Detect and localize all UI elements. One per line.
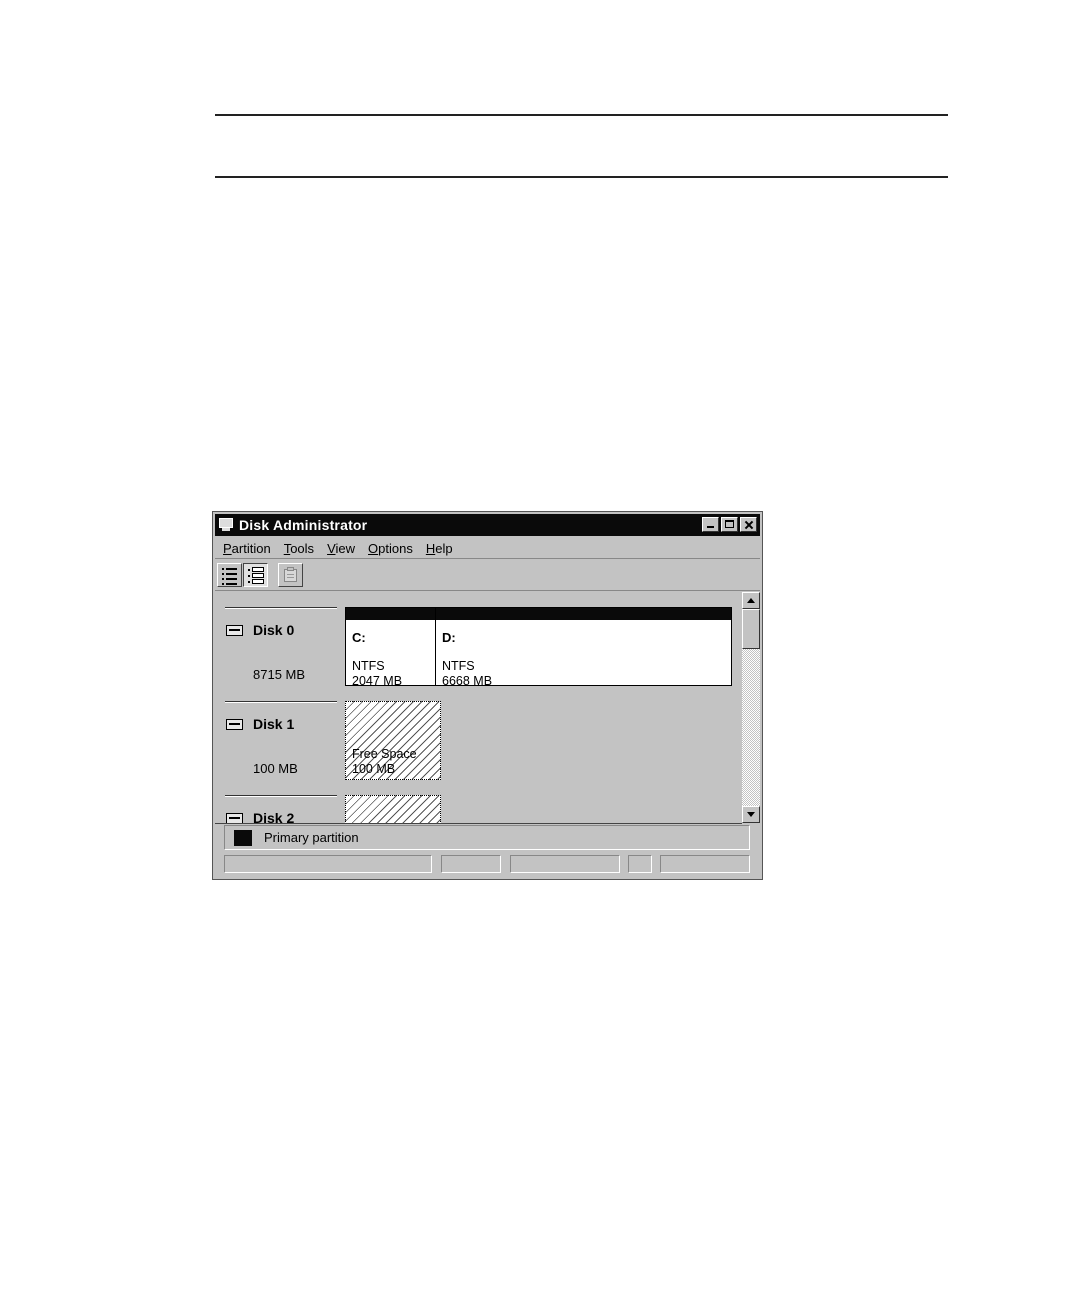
close-button[interactable] (740, 517, 757, 532)
partition-drive-letter: C: (352, 630, 366, 645)
free-space-region[interactable] (345, 701, 441, 780)
legend-swatch (234, 830, 252, 846)
disk-separator (225, 607, 337, 609)
disk-name[interactable]: Disk 0 (253, 622, 295, 638)
menu-partition[interactable]: Partition (223, 540, 271, 556)
scroll-down-button[interactable] (742, 806, 760, 823)
minimize-button[interactable] (702, 517, 719, 532)
disk-map-area[interactable] (215, 592, 742, 824)
partition-d[interactable] (435, 607, 732, 686)
legend-label: Primary partition (264, 830, 359, 845)
vertical-scrollbar[interactable] (742, 592, 760, 823)
menu-options[interactable]: Options (368, 540, 413, 556)
status-pane (224, 855, 432, 873)
header-rule-bottom (215, 176, 948, 178)
status-pane (441, 855, 501, 873)
partition-c[interactable] (345, 607, 436, 686)
maximize-button[interactable] (721, 517, 738, 532)
scroll-thumb[interactable] (742, 609, 760, 649)
disk-size: 100 MB (253, 761, 298, 776)
primary-partition-bar (346, 608, 435, 620)
menu-tools[interactable]: Tools (283, 540, 315, 556)
disk-administrator-window (212, 511, 763, 880)
title-bar[interactable] (215, 514, 760, 536)
monitor-icon[interactable] (218, 518, 234, 532)
menu-help[interactable]: Help (425, 540, 453, 556)
disk-size: 8715 MB (253, 667, 306, 682)
partition-filesystem: NTFS (352, 659, 385, 673)
scroll-up-button[interactable] (742, 592, 760, 609)
partition-group (345, 607, 732, 686)
menu-bar (215, 538, 760, 559)
volumes-view-button[interactable] (217, 563, 242, 587)
disk-separator (225, 701, 337, 703)
toolbar (215, 560, 760, 591)
status-pane (628, 855, 652, 873)
disk-configuration-view-button[interactable] (243, 563, 268, 587)
disk-name[interactable]: Disk 1 (253, 716, 295, 732)
header-rule-top (215, 114, 948, 116)
free-space-size: 100 MB (352, 762, 396, 776)
free-space-label: Free Space (352, 747, 417, 761)
status-pane (660, 855, 750, 873)
menu-view[interactable]: View (327, 540, 356, 556)
hard-disk-icon (226, 719, 243, 730)
window-title: Disk Administrator (239, 517, 368, 533)
disk-separator (225, 795, 337, 797)
partition-drive-letter: D: (442, 630, 456, 645)
hard-disk-icon (226, 625, 243, 636)
primary-partition-bar (436, 608, 731, 620)
legend (224, 825, 750, 850)
status-pane (510, 855, 620, 873)
disk-row (215, 592, 742, 686)
disk-row (215, 686, 742, 780)
free-space-region[interactable] (345, 795, 441, 824)
properties-button[interactable] (278, 563, 303, 587)
partition-size: 6668 MB (442, 674, 493, 688)
hard-disk-icon (226, 813, 243, 824)
partition-filesystem: NTFS (442, 659, 475, 673)
partition-size: 2047 MB (352, 674, 403, 688)
disk-name[interactable]: Disk 2 (253, 810, 295, 824)
disk-row (215, 780, 742, 824)
